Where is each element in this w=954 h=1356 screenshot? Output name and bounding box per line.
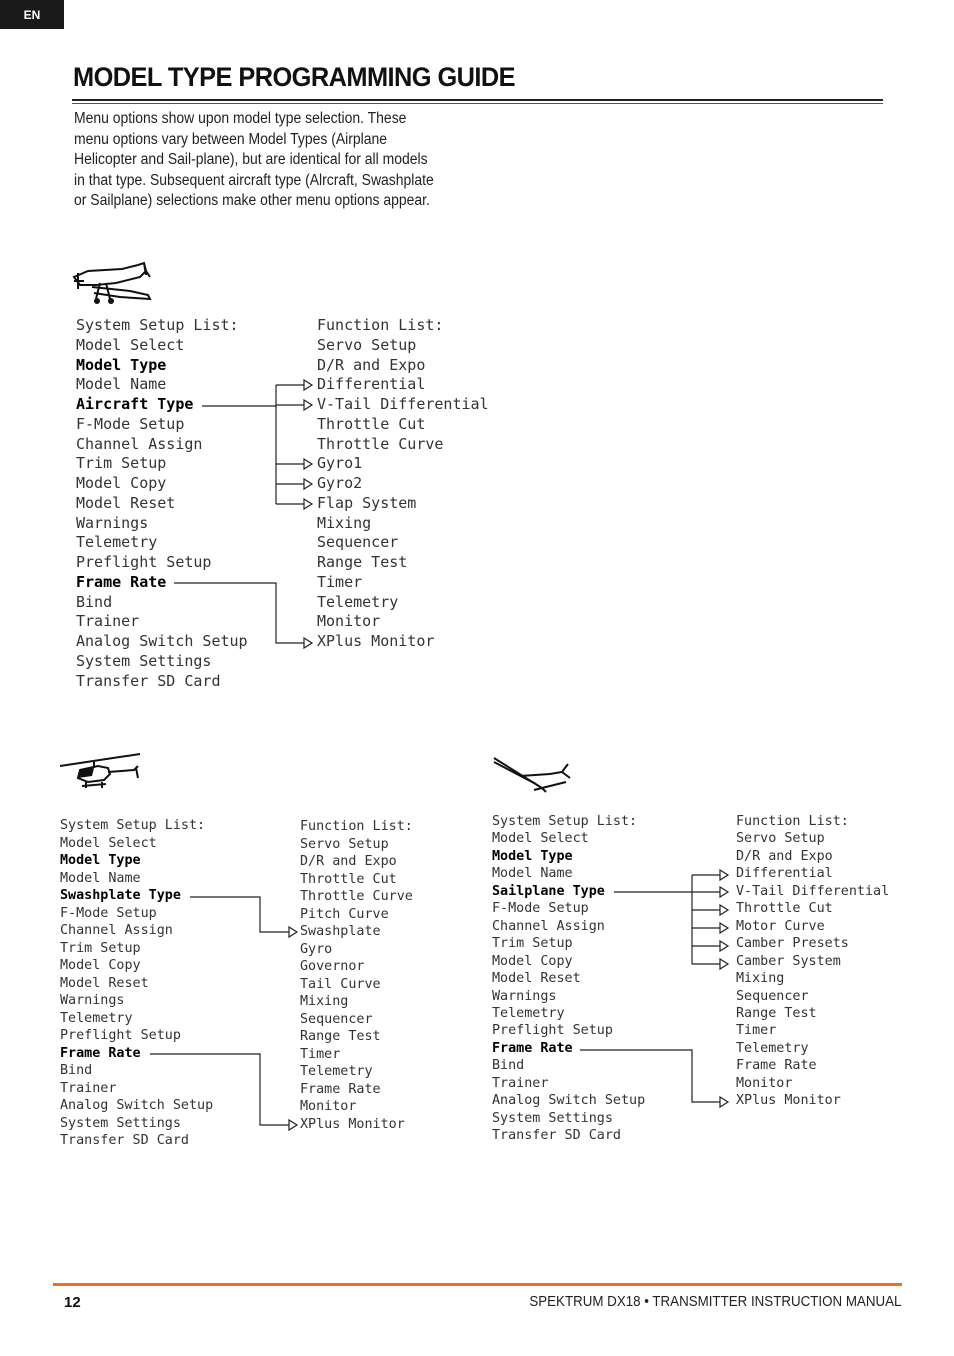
menu-item-throttle-cut: Throttle Cut <box>736 901 833 917</box>
menu-item-frame-rate: Frame Rate <box>300 1081 381 1097</box>
menu-item-differential: Differential <box>317 375 426 394</box>
helicopter-icon <box>58 752 142 798</box>
menu-item-throttle-cut: Throttle Cut <box>317 414 426 433</box>
menu-item-monitor: Monitor <box>317 612 381 631</box>
helicopter-system-setup-list <box>60 817 213 1150</box>
menu-item-model-copy: Model Copy <box>76 474 167 492</box>
menu-item-system-settings: System Settings <box>60 1115 181 1131</box>
menu-item-throttle-cut: Throttle Cut <box>300 871 397 887</box>
helicopter-function-list <box>300 818 413 1133</box>
menu-item-mixing: Mixing <box>736 971 785 987</box>
menu-item-analog-switch-setup: Analog Switch Setup <box>492 1093 646 1109</box>
menu-item-transfer-sd-card: Transfer SD Card <box>492 1128 621 1144</box>
system-setup-list-heading: System Setup List: <box>76 316 239 334</box>
menu-item-warnings: Warnings <box>492 988 557 1004</box>
menu-item-servo-setup: Servo Setup <box>317 335 417 354</box>
menu-item-model-name: Model Name <box>492 866 573 882</box>
menu-item-mixing: Mixing <box>300 994 349 1009</box>
menu-item-sequencer: Sequencer <box>300 1011 373 1027</box>
menu-item-sequencer: Sequencer <box>317 533 399 552</box>
menu-item-model-type: Model Type <box>60 853 141 868</box>
menu-item-frame-rate: Frame Rate <box>76 572 167 591</box>
menu-item-mixing: Mixing <box>317 513 372 532</box>
menu-item-motor-curve: Motor Curve <box>736 918 825 934</box>
title-rule <box>72 99 883 101</box>
menu-item-model-select: Model Select <box>492 831 589 847</box>
menu-item-channel-assign: Channel Assign <box>492 918 605 934</box>
menu-item-range-test: Range Test <box>317 553 408 571</box>
menu-item-trim-setup: Trim Setup <box>76 454 167 473</box>
menu-item-telemetry: Telemetry <box>492 1005 565 1021</box>
menu-item-preflight-setup: Preflight Setup <box>76 553 212 571</box>
menu-item-throttle-curve: Throttle Curve <box>300 889 413 904</box>
menu-item-model-select: Model Select <box>60 835 157 851</box>
sailplane-icon <box>490 754 580 800</box>
menu-item-trainer: Trainer <box>492 1075 549 1091</box>
menu-item-telemetry: Telemetry <box>317 592 399 611</box>
menu-item-telemetry: Telemetry <box>736 1040 809 1056</box>
system-setup-list-heading: System Setup List: <box>60 818 206 833</box>
menu-item-d-r-and-expo: D/R and Expo <box>317 355 426 374</box>
menu-item-sailplane-type: Sailplane Type <box>492 883 605 899</box>
menu-item-model-reset: Model Reset <box>60 975 149 991</box>
menu-item-trainer: Trainer <box>76 612 140 631</box>
menu-item-warnings: Warnings <box>60 993 125 1008</box>
menu-item-trim-setup: Trim Setup <box>60 940 141 956</box>
menu-item-monitor: Monitor <box>300 1099 357 1114</box>
menu-item-model-copy: Model Copy <box>492 953 573 969</box>
menu-item-camber-system: Camber System <box>736 953 841 969</box>
menu-item-timer: Timer <box>736 1023 777 1039</box>
title-rule-thin <box>72 103 883 104</box>
menu-item-timer: Timer <box>300 1046 341 1062</box>
menu-item-transfer-sd-card: Transfer SD Card <box>76 671 221 690</box>
manual-title: SPEKTRUM DX18 • TRANSMITTER INSTRUCTION MANUAL <box>528 1294 901 1310</box>
function-list-heading: Function List: <box>317 316 444 334</box>
function-list-heading: Function List: <box>736 814 849 829</box>
menu-item-frame-rate: Frame Rate <box>492 1040 573 1056</box>
menu-item-xplus-monitor: XPlus Monitor <box>300 1116 405 1132</box>
menu-item-servo-setup: Servo Setup <box>300 836 389 852</box>
menu-item-telemetry: Telemetry <box>76 533 158 552</box>
system-setup-list-heading: System Setup List: <box>492 814 638 829</box>
function-list-heading: Function List: <box>300 819 413 834</box>
menu-item-model-type: Model Type <box>76 355 167 374</box>
menu-item-differential: Differential <box>736 866 833 882</box>
menu-item-gyro1: Gyro1 <box>317 454 363 473</box>
menu-item-pitch-curve: Pitch Curve <box>300 906 389 922</box>
menu-item-preflight-setup: Preflight Setup <box>492 1023 613 1039</box>
menu-item-d-r-and-expo: D/R and Expo <box>300 854 397 869</box>
footer-accent-bar <box>53 1283 902 1286</box>
menu-item-timer: Timer <box>317 572 363 591</box>
menu-item-sequencer: Sequencer <box>736 988 809 1004</box>
menu-item-swashplate-type: Swashplate Type <box>60 888 181 903</box>
menu-item-system-settings: System Settings <box>492 1110 613 1126</box>
menu-item-analog-switch-setup: Analog Switch Setup <box>60 1098 214 1113</box>
menu-item-gyro2: Gyro2 <box>317 474 363 492</box>
menu-item-trainer: Trainer <box>60 1080 117 1096</box>
menu-item-f-mode-setup: F-Mode Setup <box>76 414 185 433</box>
menu-item-governor: Governor <box>300 959 365 974</box>
menu-item-model-name: Model Name <box>76 375 167 394</box>
menu-item-monitor: Monitor <box>736 1075 793 1091</box>
menu-item-bind: Bind <box>492 1058 525 1074</box>
menu-item-model-name: Model Name <box>60 870 141 886</box>
airplane-icon <box>70 259 156 311</box>
menu-item-f-mode-setup: F-Mode Setup <box>492 901 589 917</box>
page-number: 12 <box>64 1294 81 1311</box>
menu-item-f-mode-setup: F-Mode Setup <box>60 905 157 921</box>
menu-item-range-test: Range Test <box>300 1029 381 1044</box>
airplane-function-list <box>317 316 489 652</box>
sailplane-function-list <box>736 813 889 1110</box>
menu-item-model-type: Model Type <box>492 848 573 864</box>
menu-item-model-reset: Model Reset <box>492 971 581 987</box>
menu-item-throttle-curve: Throttle Curve <box>317 434 444 453</box>
menu-item-swashplate: Swashplate <box>300 924 381 939</box>
menu-item-telemetry: Telemetry <box>60 1010 133 1026</box>
menu-item-system-settings: System Settings <box>76 651 212 670</box>
menu-item-tail-curve: Tail Curve <box>300 976 381 992</box>
menu-item-v-tail-differential: V-Tail Differential <box>317 395 489 413</box>
menu-item-transfer-sd-card: Transfer SD Card <box>60 1133 189 1148</box>
menu-item-trim-setup: Trim Setup <box>492 936 573 952</box>
menu-item-xplus-monitor: XPlus Monitor <box>317 632 435 650</box>
menu-item-d-r-and-expo: D/R and Expo <box>736 848 833 864</box>
airplane-system-setup-list <box>76 316 248 691</box>
menu-item-v-tail-differential: V-Tail Differential <box>736 883 890 899</box>
sailplane-system-setup-list <box>492 813 645 1145</box>
menu-item-channel-assign: Channel Assign <box>76 434 203 453</box>
menu-item-servo-setup: Servo Setup <box>736 831 825 847</box>
menu-item-frame-rate: Frame Rate <box>60 1045 141 1061</box>
menu-item-preflight-setup: Preflight Setup <box>60 1028 181 1043</box>
menu-item-model-reset: Model Reset <box>76 493 176 512</box>
menu-item-analog-switch-setup: Analog Switch Setup <box>76 632 248 650</box>
menu-item-xplus-monitor: XPlus Monitor <box>736 1093 841 1109</box>
menu-item-bind: Bind <box>60 1063 93 1078</box>
language-tab: EN <box>0 0 64 29</box>
menu-item-bind: Bind <box>76 592 113 611</box>
menu-item-frame-rate: Frame Rate <box>736 1058 817 1074</box>
menu-item-channel-assign: Channel Assign <box>60 923 173 938</box>
menu-item-range-test: Range Test <box>736 1005 817 1021</box>
intro-paragraph: Menu options show upon model type selection. These menu options vary between Model Types (Airplane Helicopter and Sail-plane), but are identical for all models in that type. Subsequent aircraft type (Alrcraft, Swashplate or Sailplane) selections make other menu options appear. <box>74 110 434 209</box>
menu-item-model-select: Model Select <box>76 335 185 354</box>
menu-item-gyro: Gyro <box>300 941 333 957</box>
menu-item-telemetry: Telemetry <box>300 1064 373 1079</box>
menu-item-warnings: Warnings <box>76 513 149 532</box>
menu-item-aircraft-type: Aircraft Type <box>76 395 194 413</box>
page-title: MODEL TYPE PROGRAMMING GUIDE <box>73 62 516 92</box>
menu-item-model-copy: Model Copy <box>60 958 141 973</box>
menu-item-flap-system: Flap System <box>317 493 417 512</box>
menu-item-camber-presets: Camber Presets <box>736 936 849 952</box>
